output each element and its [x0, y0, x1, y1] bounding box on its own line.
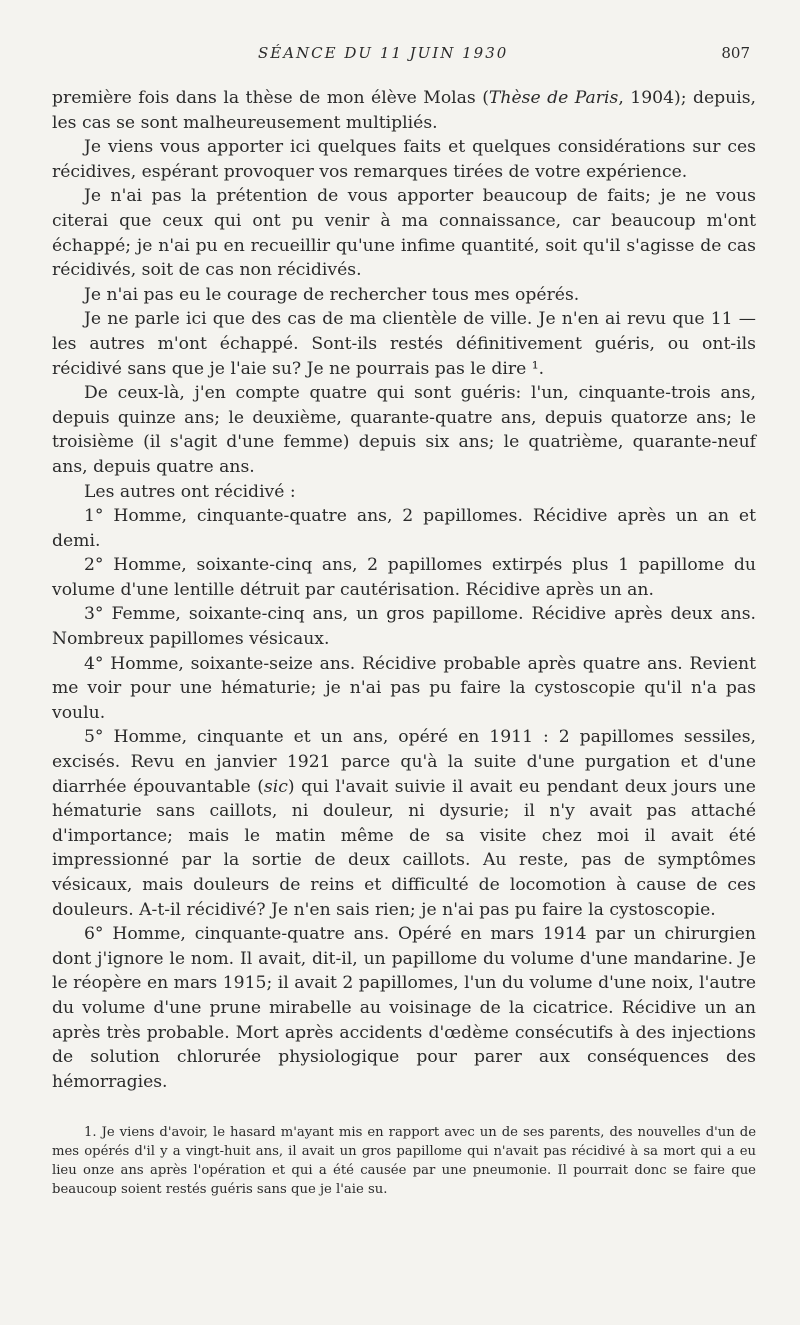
body-text [52, 86, 756, 1094]
paragraph: Je n'ai pas la prétention de vous apporter beaucoup de faits; je ne vous citerai que ceux qui ont pu venir à ma connaissance, car beaucoup m'ont échappé; je n'ai pu en recueillir qu'une infime quantité, soit qu'il s'agisse de cas récidivés, soit de cas non récidivés. [52, 186, 756, 281]
case-paragraph: 4° Homme, soixante-seize ans. Récidive probable après quatre ans. Revient me voir pour une hématurie; je n'ai pas pu faire la cystoscopie qu'il n'a pas voulu. [52, 653, 756, 723]
case-paragraph: 1° Homme, cinquante-quatre ans, 2 papillomes. Récidive après un an et demi. [52, 506, 756, 551]
running-head: SÉANCE DU 11 JUIN 1930 [258, 44, 509, 62]
case-paragraph: 3° Femme, soixante-cinq ans, un gros papillome. Récidive après deux ans. Nombreux papillomes vésicaux. [52, 604, 756, 650]
paragraph: Je n'ai pas eu le courage de rechercher tous mes opérés. [84, 284, 580, 305]
sic-note: sic [263, 776, 288, 797]
page-number: 807 [721, 44, 750, 62]
paragraph: De ceux-là, j'en compte quatre qui sont guéris: l'un, cinquante-trois ans, depuis quinze ans; le deuxième, quarante-quatre ans, depuis quatorze ans; le troisième (il s'agit d'une femme) depuis six ans; le quatrième, quarante-neuf ans, depuis quatre ans. [52, 383, 756, 477]
page-header [0, 44, 800, 68]
footnote-text: 1. Je viens d'avoir, le hasard m'ayant mis en rapport avec un de ses parents, des nouvelles d'un de mes opérés d'il y a vingt-huit ans, il avait un gros papillome qui n'avait pas récidivé à sa mort qui a eu lieu onze ans après l'opération et qui a été causée par une pneumonie. Il pourrait donc se faire que beaucoup soient restés guéris sans que je l'aie su. [52, 1125, 756, 1197]
case-paragraph: 5° Homme, cinquante et un ans, opéré en 1911 : 2 papillomes sessiles, excisés. Revu en janvier 1921 parce qu'à la suite d'une purgation et d'une diarrhée épouvantable (sic) qui l'avait suivie il avait eu pendant deux jours une hématurie sans caillots, ni douleur, ni dysurie; il n'y avait pas attaché d'importance; mais le matin même de sa visite chez moi il avait été impressionné par la sortie de deux caillots. Au reste, pas de symptômes vésicaux, mais douleurs de reins et difficulté de locomotion à cause de ces douleurs. A-t-il récidivé? Je n'en sais rien; je n'ai pas pu faire la cystoscopie. [52, 727, 756, 920]
case-paragraph: 6° Homme, cinquante-quatre ans. Opéré en mars 1914 par un chirurgien dont j'ignore le nom. Il avait, dit-il, un papillome du volume d'une mandarine. Je le réopère en mars 1915; il avait 2 papillomes, l'un du volume d'une noix, l'autre du volume d'une prune mirabelle au voisinage de la cicatrice. Récidive un an après très probable. Mort après accidents d'œdème consécutifs à des injections de solution chlorurée physiologique pour parer aux conséquences des hémorragies. [52, 924, 756, 1092]
thesis-title: Thèse de Paris [488, 88, 619, 108]
footnote [52, 1123, 756, 1199]
paragraph: Je ne parle ici que des cas de ma clientèle de ville. Je n'en ai revu que 11 — les autres m'ont échappé. Sont-ils restés définitivement guéris, ou ont-ils récidivé sans que je l'aie su? Je ne pourrais pas le dire ¹. [52, 309, 756, 379]
paragraph: Les autres ont récidivé : [84, 481, 296, 502]
case-paragraph: 2° Homme, soixante-cinq ans, 2 papillomes extirpés plus 1 papillome du volume d'une lentille détruit par cautérisation. Récidive après un an. [52, 555, 756, 600]
paragraph: Je viens vous apporter ici quelques faits et quelques considérations sur ces récidives, espérant provoquer vos remarques tirées de votre expérience. [52, 137, 756, 182]
paragraph-continuation: première fois dans la thèse de mon élève Molas (Thèse de Paris, 1904); depuis, les cas se sont malheureusement multipliés. [52, 88, 757, 133]
